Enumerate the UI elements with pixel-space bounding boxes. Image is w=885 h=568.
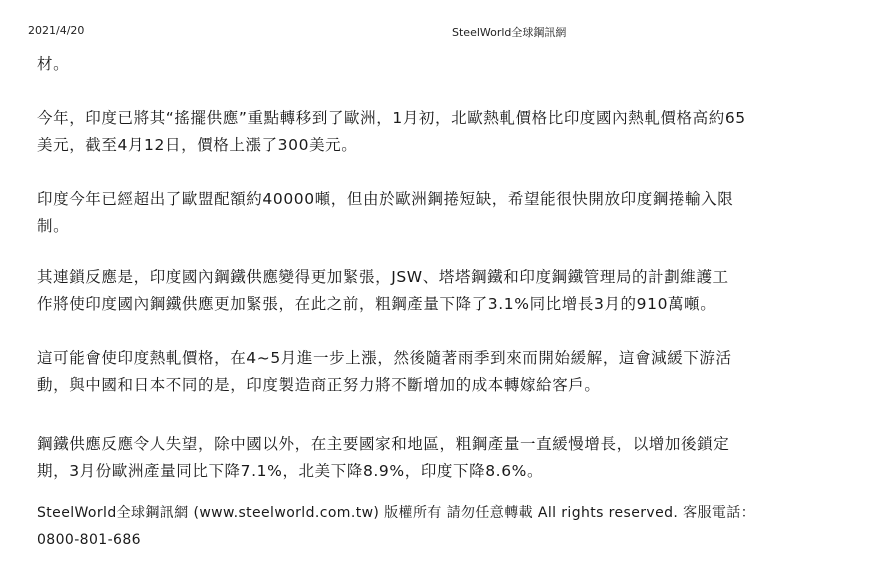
paragraph-line: 今年，印度已將其“搖擺供應”重點轉移到了歐洲，1月初，北歐熱軋價格比印度國內熱軋價格高約65 bbox=[37, 109, 746, 127]
paragraph-3 bbox=[37, 186, 733, 240]
paragraph-4 bbox=[37, 264, 729, 318]
paragraph-1 bbox=[37, 51, 69, 78]
paragraph-line: 美元，截至4月12日，價格上漲了300美元。 bbox=[37, 136, 358, 154]
paragraph-line: 動，與中國和日本不同的是，印度製造商正努力將不斷增加的成本轉嫁給客戶。 bbox=[37, 376, 601, 394]
copyright-footer bbox=[37, 500, 755, 554]
paragraph-line: 這可能會使印度熱軋價格，在4~5月進一步上漲，然後隨著雨季到來而開始緩解，這會減緩下游活 bbox=[37, 349, 732, 367]
paragraph-line: 制。 bbox=[37, 217, 70, 235]
header-site-name: SteelWorld全球鋼訊網 bbox=[452, 26, 567, 39]
header-date: 2021/4/20 bbox=[28, 24, 85, 37]
paragraph-line: 期，3月份歐洲產量同比下降7.1%，北美下降8.9%，印度下降8.6%。 bbox=[37, 462, 544, 480]
paragraph-line: 鋼鐵供應反應令人失望，除中國以外，在主要國家和地區，粗鋼產量一直緩慢增長，以增加後鎖定 bbox=[37, 435, 730, 453]
paragraph-5 bbox=[37, 345, 732, 399]
footer-line: SteelWorld全球鋼訊網 (www.steelworld.com.tw) 版權所有 請勿任意轉載 All rights reserved. 客服電話： bbox=[37, 505, 756, 521]
paragraph-line: 材。 bbox=[37, 55, 70, 73]
footer-line: 0800-801-686 bbox=[37, 532, 141, 548]
paragraph-line: 印度今年已經超出了歐盟配額約40000噸，但由於歐洲鋼捲短缺，希望能很快開放印度鋼捲輸入限 bbox=[37, 190, 734, 208]
paragraph-line: 其連鎖反應是，印度國內鋼鐵供應變得更加緊張，JSW、塔塔鋼鐵和印度鋼鐵管理局的計劃維護工 bbox=[37, 268, 729, 286]
paragraph-2 bbox=[37, 105, 746, 159]
paragraph-line: 作將使印度國內鋼鐵供應更加緊張，在此之前，粗鋼產量下降了3.1%同比增長3月的910萬噸。 bbox=[37, 295, 717, 313]
paragraph-6 bbox=[37, 431, 729, 485]
